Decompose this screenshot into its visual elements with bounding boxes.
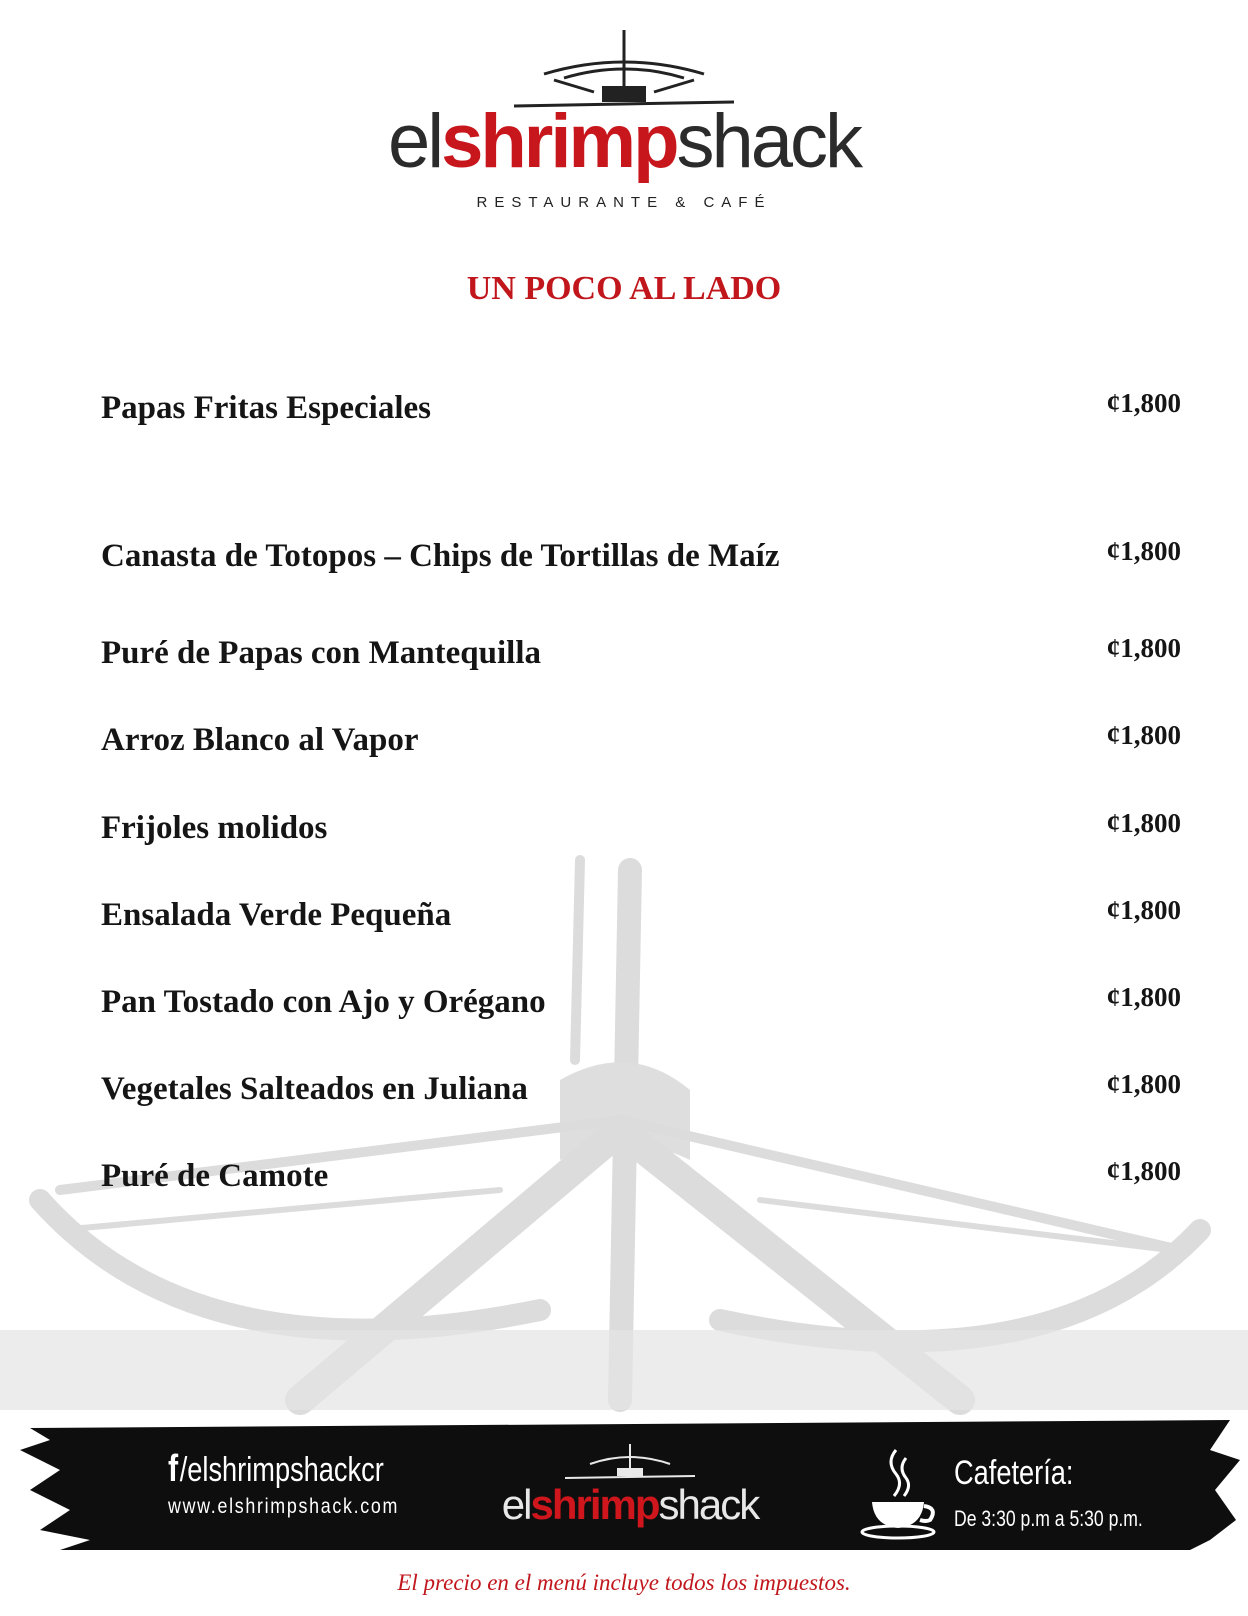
menu-item: [101, 1071, 1181, 1115]
menu-item: [101, 1158, 1181, 1202]
footer-brand-part1: el: [501, 1481, 531, 1528]
menu-item-name: Vegetales Salteados en Juliana: [101, 1071, 528, 1107]
menu-item: [101, 538, 1181, 582]
cafe-hours: De 3:30 p.m a 5:30 p.m.: [954, 1506, 1143, 1531]
menu-item-name: Frijoles molidos: [101, 810, 328, 846]
menu-item: [101, 897, 1181, 941]
footer: [0, 1430, 1248, 1560]
footer-brand-part2: shrimp: [530, 1481, 659, 1528]
cafe-label: Cafetería:: [954, 1454, 1074, 1492]
brand-name-part1: el: [387, 99, 442, 184]
menu-item-price: ¢1,800: [1106, 895, 1181, 925]
tax-note: El precio en el menú incluye todos los impuestos.: [397, 1570, 851, 1595]
menu-item-name: Puré de Papas con Mantequilla: [101, 635, 542, 671]
menu-item: [101, 635, 1181, 679]
menu-item-price: ¢1,800: [1106, 982, 1181, 1012]
brand-name-part2: shrimp: [441, 99, 677, 184]
website-link[interactable]: www.elshrimpshack.com: [168, 1495, 400, 1518]
menu-item-price: ¢1,800: [1106, 536, 1181, 566]
menu-item-name: Arroz Blanco al Vapor: [101, 722, 419, 758]
facebook-handle[interactable]: /elshrimpshackcr: [179, 1451, 384, 1489]
ship-logo-icon: [504, 30, 744, 110]
menu-item-name: Canasta de Totopos – Chips de Tortillas de Maíz: [101, 538, 780, 574]
menu-item: [101, 810, 1181, 854]
footer-logo: [480, 1444, 780, 1526]
facebook-icon: f: [168, 1448, 179, 1490]
menu-item-name: Puré de Camote: [101, 1158, 329, 1194]
section-title: UN POCO AL LADO: [466, 270, 782, 307]
footer-brand-part3: shack: [658, 1481, 759, 1528]
brand-wordmark: [0, 99, 1248, 184]
menu-item: [101, 390, 1181, 434]
menu-item-price: ¢1,800: [1106, 633, 1181, 663]
menu-item: [101, 984, 1181, 1028]
menu-item-name: Pan Tostado con Ajo y Orégano: [101, 984, 546, 1020]
footer-ship-icon: [565, 1444, 695, 1480]
header-logo: [0, 30, 1248, 211]
menu-item: [101, 722, 1181, 766]
brand-subtitle: RESTAURANTE & CAFÉ: [476, 194, 772, 211]
menu-item-price: ¢1,800: [1106, 1069, 1181, 1099]
menu-item-price: ¢1,800: [1106, 388, 1181, 418]
footer-wordmark: [480, 1481, 780, 1528]
menu-item-price: ¢1,800: [1106, 808, 1181, 838]
menu-item-price: ¢1,800: [1106, 1156, 1181, 1186]
social-block: [168, 1448, 440, 1519]
coffee-cup-icon: [858, 1444, 942, 1544]
menu-item-name: Papas Fritas Especiales: [101, 390, 431, 426]
menu-item-name: Ensalada Verde Pequeña: [101, 897, 452, 933]
facebook-handle-row: [168, 1448, 386, 1491]
menu-item-price: ¢1,800: [1106, 720, 1181, 750]
brand-name-part3: shack: [676, 99, 861, 184]
